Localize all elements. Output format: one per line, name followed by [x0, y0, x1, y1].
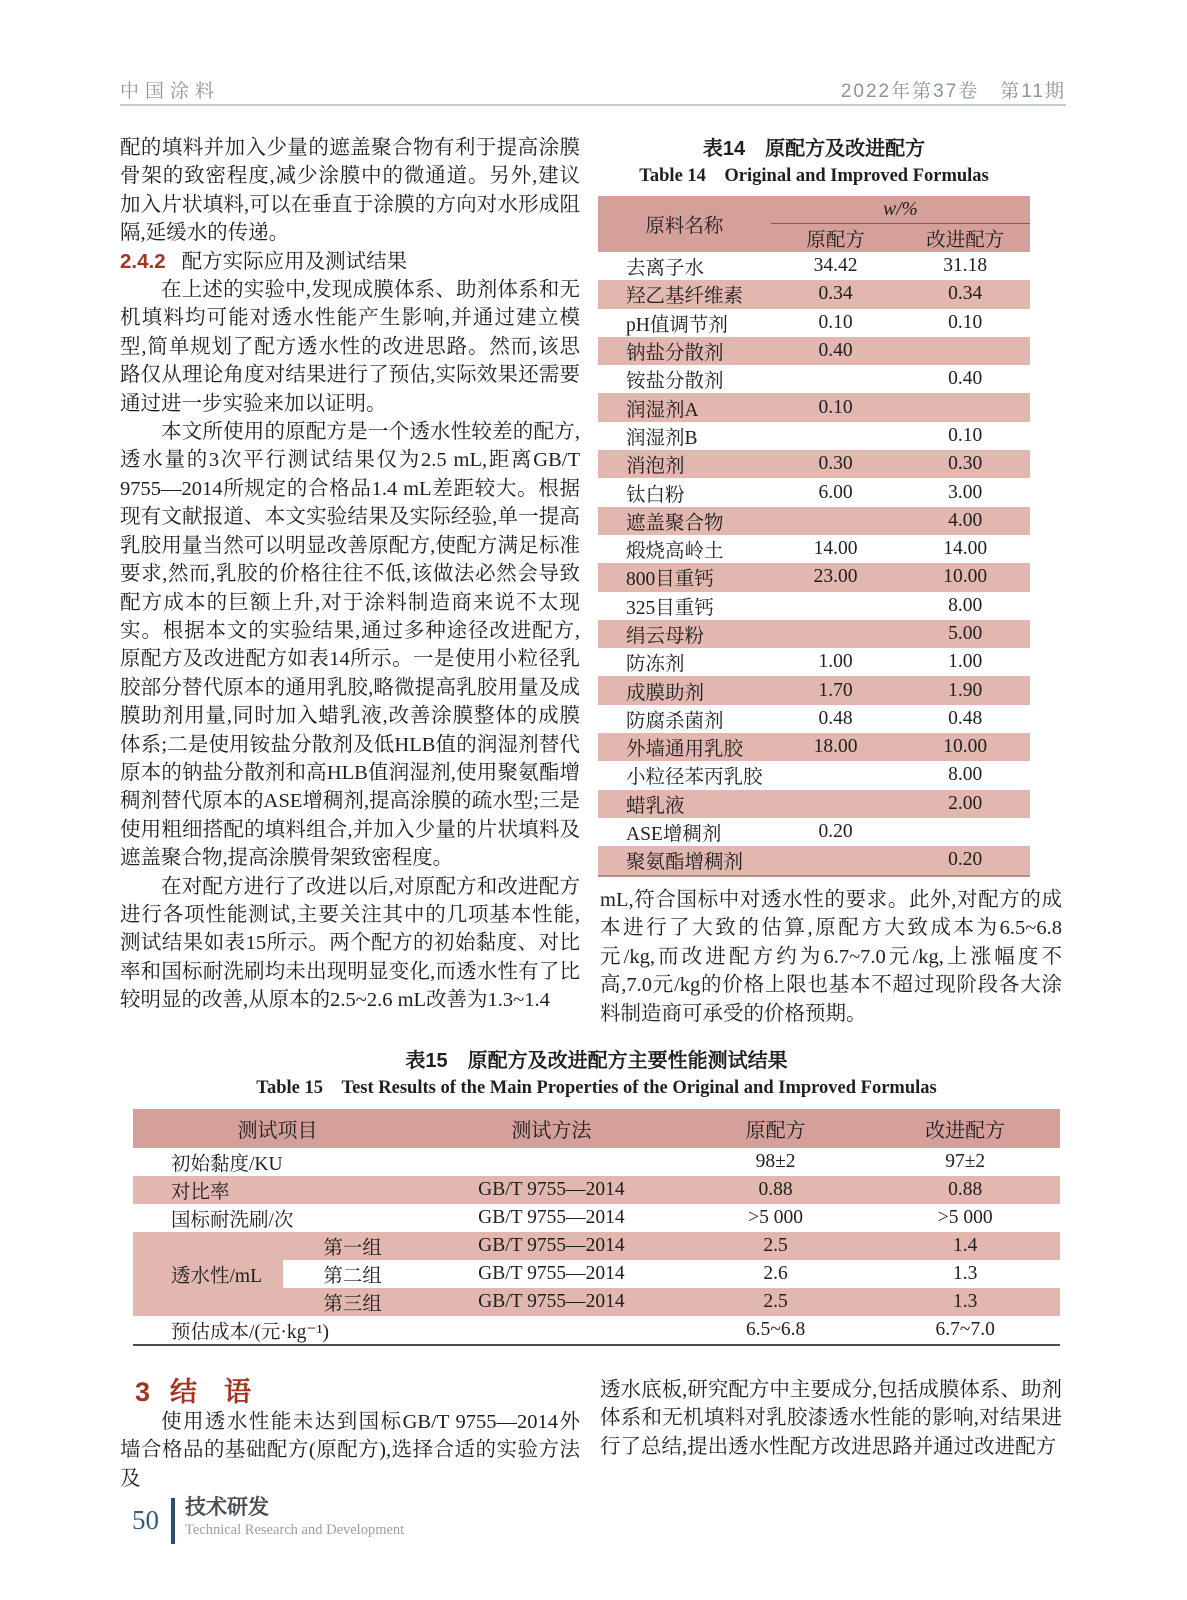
cell-improved	[900, 393, 1030, 421]
journal-name: 中国涂料	[120, 81, 221, 102]
cell-material: 铵盐分散剂	[626, 371, 724, 393]
table14-row	[598, 620, 1030, 648]
table14-row	[598, 450, 1030, 478]
cell-original: 6.00	[818, 481, 853, 503]
cell-material: pH值调节剂	[626, 314, 728, 336]
cell-original: 0.20	[818, 821, 853, 843]
cell-material: 800目重钙	[598, 563, 771, 591]
col-improved: 改进配方	[900, 224, 1030, 253]
table14-row	[598, 507, 1030, 535]
table14-block	[598, 136, 1030, 877]
cell-improved: 10.00	[900, 563, 1030, 591]
cell-original	[771, 761, 901, 789]
cell-improved: 8.00	[948, 594, 983, 616]
cell-original	[771, 592, 901, 620]
cell-material: 羟乙基纤维素	[598, 280, 771, 308]
cell-original	[771, 422, 901, 450]
cell-improved	[900, 818, 1030, 846]
cell-original: 6.5~6.8	[745, 1319, 806, 1340]
table14-row	[598, 761, 1030, 789]
cell-original: 2.6	[763, 1263, 788, 1284]
table14-row	[598, 676, 1030, 704]
cell-material: 外墙通用乳胶	[598, 733, 771, 761]
cell-improved: 0.20	[900, 846, 1030, 875]
cell-improved: 1.90	[900, 676, 1030, 704]
table14-row	[598, 705, 1030, 733]
footer-section-en: Technical Research and Development	[185, 1522, 405, 1538]
cell-original: 34.42	[813, 255, 858, 277]
table14-row	[598, 365, 1030, 393]
footer-section-zh: 技术研发	[185, 1496, 269, 1519]
cell-improved: 0.10	[948, 424, 983, 446]
table14-title-en: Table 14 Original and Improved Formulas	[639, 166, 989, 186]
cell-improved: 2.00	[900, 790, 1030, 818]
paragraph: 在对配方进行了改进以后,对原配方和改进配方进行各项性能测试,主要关注其中的几项基本性能,测试结果如表15所示。两个配方的初始黏度、对比率和国标耐洗刷均未出现明显变化,而透水性有了比较明显的改善,从原本的2.5~2.6 mL改善为1.3~1.4	[120, 875, 580, 1012]
table14-header-row	[598, 196, 1030, 224]
cell-test-method: GB/T 9755—2014	[422, 1288, 681, 1316]
section-number: 2.4.2	[120, 249, 166, 273]
cell-material: ASE增稠剂	[626, 824, 722, 846]
table14-row	[598, 478, 1030, 506]
cell-original	[771, 790, 901, 818]
table14-row	[598, 592, 1030, 620]
col-test-item: 测试项目	[133, 1109, 422, 1148]
cell-improved: 0.34	[900, 280, 1030, 308]
cell-original: 0.10	[771, 393, 901, 421]
table15-row	[133, 1232, 1060, 1260]
paragraph: 配的填料并加入少量的遮盖聚合物有利于提高涂膜骨架的致密程度,减少涂膜中的微通道。另外,建议加入片状填料,可以在垂直于涂膜的方向对水形成阻隔,延缓水的传递。	[120, 137, 580, 245]
cell-test-item: 国标耐洗刷/次	[171, 1210, 294, 1231]
section-number: 3	[135, 1377, 151, 1407]
cell-original: 0.88	[681, 1176, 871, 1204]
cell-material: 消泡剂	[598, 450, 771, 478]
table14	[598, 196, 1030, 877]
cell-improved: 5.00	[900, 620, 1030, 648]
table15-title-en: Table 15 Test Results of the Main Properties of the Original and Improved Formulas	[256, 1078, 937, 1098]
cell-material: 聚氨酯增稠剂	[598, 846, 771, 875]
cell-test-method	[422, 1316, 681, 1345]
table15-row	[133, 1148, 1060, 1176]
cell-test-method: GB/T 9755—2014	[422, 1176, 681, 1204]
cell-original: 2.5	[681, 1288, 871, 1316]
cell-material: 防冻剂	[626, 654, 685, 676]
table14-row	[598, 790, 1030, 818]
cell-improved: 1.3	[953, 1263, 978, 1284]
table14-row	[598, 846, 1030, 875]
table14-row	[598, 393, 1030, 421]
cell-material: 绢云母粉	[598, 620, 771, 648]
cell-improved: 1.3	[870, 1288, 1060, 1316]
cell-original: 14.00	[813, 538, 858, 560]
page-footer	[132, 1496, 404, 1544]
cell-test-item: 对比率	[133, 1176, 422, 1204]
cell-original: 0.10	[818, 311, 853, 333]
cell-test-method	[422, 1148, 681, 1176]
cell-original: 18.00	[771, 733, 901, 761]
col-original: 原配方	[771, 224, 901, 253]
table14-row	[598, 280, 1030, 308]
cell-improved: 4.00	[900, 507, 1030, 535]
cell-original: >5 000	[748, 1207, 804, 1228]
cell-material: 润湿剂A	[598, 393, 771, 421]
table15-title-zh: 表15 原配方及改进配方主要性能测试结果	[405, 1050, 788, 1072]
cell-original	[771, 620, 901, 648]
table15	[133, 1109, 1060, 1346]
footer-section	[185, 1496, 404, 1540]
cell-group: 第三组	[283, 1288, 422, 1316]
paragraph: 使用透水性能未达到国标GB/T 9755—2014外墙合格品的基础配方(原配方),选择合适的实验方法及	[120, 1411, 580, 1490]
table15-body	[133, 1148, 1060, 1345]
cell-original: 2.5	[681, 1232, 871, 1260]
cell-improved: 0.30	[900, 450, 1030, 478]
table14-row	[598, 337, 1030, 365]
cell-original: 1.70	[771, 676, 901, 704]
cell-material: 成膜助剂	[598, 676, 771, 704]
table14-row	[598, 309, 1030, 337]
table15-block	[133, 1048, 1060, 1346]
col-improved: 改进配方	[870, 1109, 1060, 1148]
cell-improved: 6.7~7.0	[935, 1319, 995, 1340]
cell-test-item: 初始黏度/KU	[171, 1154, 283, 1175]
table15-header-row	[133, 1109, 1060, 1148]
cell-test-method: GB/T 9755—2014	[478, 1207, 625, 1228]
cell-original: 23.00	[771, 563, 901, 591]
cell-material: 去离子水	[626, 258, 705, 280]
cell-test-item: 预估成本/(元·kg⁻¹)	[171, 1322, 330, 1343]
cell-improved: 3.00	[948, 481, 983, 503]
cell-original	[771, 507, 901, 535]
table14-row	[598, 818, 1030, 846]
cell-test-item: 透水性/mL	[133, 1232, 283, 1316]
table14-row	[598, 563, 1030, 591]
cell-original	[771, 365, 901, 393]
bottom-left-column	[120, 1408, 580, 1493]
table14-row	[598, 252, 1030, 280]
cell-improved: 0.88	[870, 1176, 1060, 1204]
paragraph: 在上述的实验中,发现成膜体系、助剂体系和无机填料均可能对透水性能产生影响,并通过建立模型,简单规划了配方透水性的改进思路。然而,该思路仅从理论角度对结果进行了预估,实际效果还需要通过进一步实验来加以证明。	[120, 279, 580, 415]
cell-original: 98±2	[755, 1151, 796, 1172]
cell-material: 煅烧高岭土	[626, 541, 724, 563]
table14-row	[598, 733, 1030, 761]
section-title: 配方实际应用及测试结果	[181, 249, 408, 273]
cell-material: 小粒径苯丙乳胶	[626, 767, 763, 789]
cell-material: 钛白粉	[626, 484, 685, 506]
table14-row	[598, 535, 1030, 563]
col-w-percent: w/%	[771, 196, 1030, 224]
cell-improved: >5 000	[937, 1207, 993, 1228]
cell-improved: 0.10	[948, 311, 983, 333]
cell-original: 1.00	[818, 651, 853, 673]
table14-body	[598, 252, 1030, 876]
cell-original: 0.40	[771, 337, 901, 365]
cell-improved: 1.4	[870, 1232, 1060, 1260]
table15-row	[133, 1176, 1060, 1204]
cell-original	[771, 846, 901, 875]
table15-row	[133, 1204, 1060, 1232]
cell-original: 0.48	[818, 707, 853, 729]
cell-improved	[900, 337, 1030, 365]
left-column	[120, 134, 580, 1015]
cell-improved: 0.48	[948, 707, 983, 729]
cell-material: 蜡乳液	[598, 790, 771, 818]
cell-improved: 10.00	[900, 733, 1030, 761]
table14-title-zh: 表14 原配方及改进配方	[702, 138, 926, 160]
right-column	[600, 886, 1062, 1028]
table14-row	[598, 648, 1030, 676]
cell-group: 第二组	[323, 1266, 382, 1287]
col-test-method: 测试方法	[422, 1109, 681, 1148]
cell-test-method: GB/T 9755—2014	[422, 1232, 681, 1260]
section-heading-242	[120, 248, 580, 276]
cell-group: 第一组	[283, 1232, 422, 1260]
cell-material: 遮盖聚合物	[598, 507, 771, 535]
cell-test-method: GB/T 9755—2014	[478, 1263, 625, 1284]
cell-material: 钠盐分散剂	[598, 337, 771, 365]
cell-improved: 31.18	[943, 255, 988, 277]
cell-material: 润湿剂B	[626, 427, 698, 449]
table14-row	[598, 422, 1030, 450]
running-head	[120, 76, 1066, 106]
footer-divider-bar	[171, 1498, 175, 1544]
paragraph: mL,符合国标中对透水性的要求。此外,对配方的成本进行了大致的估算,原配方大致成本为6.5~6.8元/kg,而改进配方约为6.7~7.0元/kg,上涨幅度不高,7.0元/kg的价格上限也基本不超过现阶段各大涂料制造商可承受的价格预期。	[600, 889, 1062, 1025]
cell-improved: 8.00	[948, 764, 983, 786]
paragraph: 本文所使用的原配方是一个透水性较差的配方,透水量的3次平行测试结果仅为2.5 mL,距离GB/T 9755—2014所规定的合格品1.4 mL差距较大。根据现有文献报道、本文实验结果及实际经验,单一提高乳胶用量当然可以明显改善原配方,使配方满足标准要求,然而,乳胶的价格往往不低,该做法必然会导致配方成本的巨额上升,对于涂料制造商来说不太现实。根据本文的实验结果,通过多种途径改进配方,原配方及改进配方如表14所示。一是使用小粒径乳胶部分替代原本的通用乳胶,略微提高乳胶用量及成膜助剂用量,同时加入蜡乳液,改善涂膜整体的成膜体系;二是使用铵盐分散剂及低HLB值的润湿剂替代原本的钠盐分散剂和高HLB值润湿剂,使用聚氨酯增稠剂替代原本的ASE增稠剂,提高涂膜的疏水型;三是使用粗细搭配的填料组合,并加入少量的片状填料及遮盖聚合物,提高涂膜骨架致密程度。	[120, 421, 580, 870]
col-original: 原配方	[681, 1109, 871, 1148]
cell-improved: 97±2	[945, 1151, 986, 1172]
cell-original: 0.30	[771, 450, 901, 478]
cell-original: 0.34	[771, 280, 901, 308]
section-title: 结 语	[170, 1377, 252, 1407]
cell-improved: 0.40	[948, 368, 983, 390]
section-heading-3	[135, 1370, 251, 1409]
table15-row	[133, 1316, 1060, 1345]
cell-material: 325目重钙	[626, 597, 714, 619]
cell-improved: 1.00	[948, 651, 983, 673]
page-number: 50	[132, 1505, 159, 1535]
issue-info: 2022年第37卷 第11期	[840, 81, 1066, 102]
cell-improved: 14.00	[943, 538, 988, 560]
paragraph: 透水底板,研究配方中主要成分,包括成膜体系、助剂体系和无机填料对乳胶漆透水性能的影响,对结果进行了总结,提出透水性配方改进思路并通过改进配方	[600, 1379, 1062, 1458]
cell-material: 防腐杀菌剂	[626, 710, 724, 732]
bottom-right-column	[600, 1376, 1062, 1461]
col-material: 原料名称	[598, 196, 771, 252]
